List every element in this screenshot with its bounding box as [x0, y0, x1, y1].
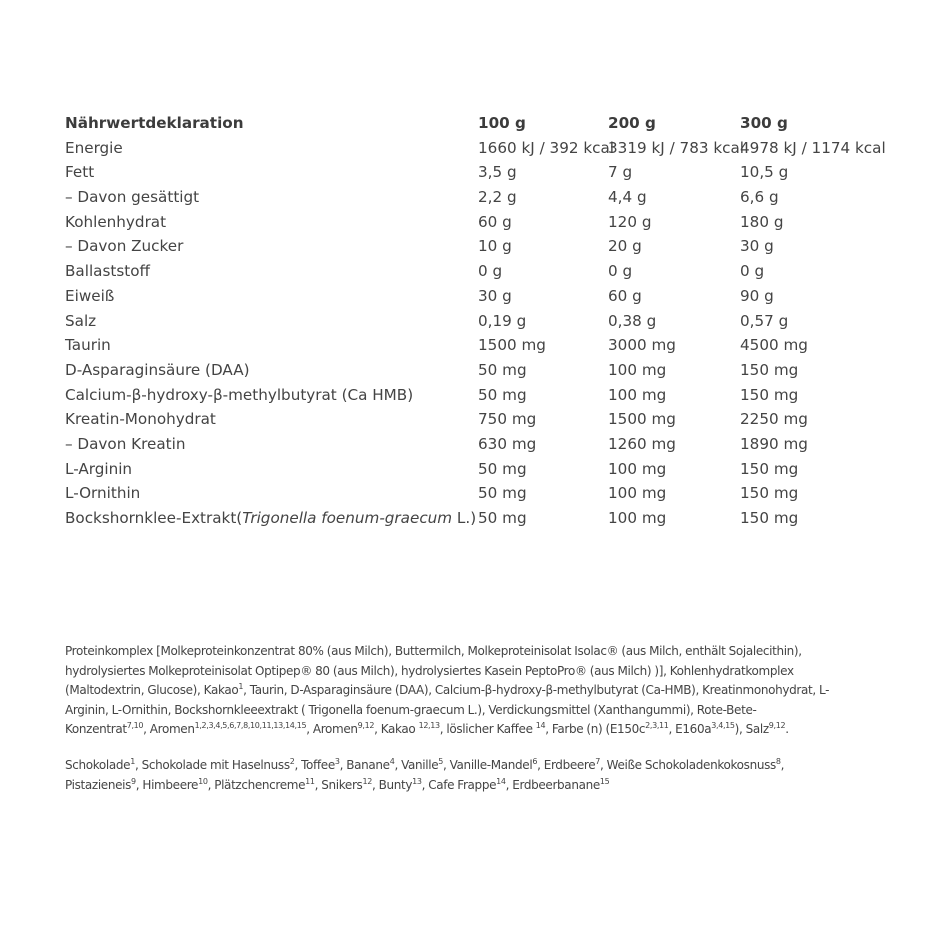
text-segment: , Toffee — [294, 758, 335, 772]
value-100g: 50 mg — [478, 459, 527, 478]
row-label: Eiweiß — [65, 286, 115, 305]
value-300g: 150 mg — [740, 360, 799, 379]
value-300g: 0 g — [740, 262, 765, 281]
text-segment: , Erdbeerbanane — [505, 777, 600, 792]
row-label: – Davon gesättigt — [65, 188, 200, 207]
value-100g: 2,2 g — [478, 188, 517, 207]
value-200g: 20 g — [608, 237, 642, 256]
text-segment: Konzentrat — [65, 722, 127, 737]
text-segment: , Plätzchencreme — [207, 777, 306, 792]
text-segment: (Maltodextrin, Glucose), Kakao — [65, 683, 239, 698]
text-segment: , Kakao — [374, 722, 419, 737]
footnote-ref: 12 — [362, 776, 372, 786]
footnote-ref: 11 — [305, 776, 315, 786]
ingredients-line — [65, 701, 895, 721]
footnote-ref: 1 — [238, 682, 244, 692]
value-200g: 100 mg — [608, 459, 667, 478]
footnote-ref: 12,13 — [418, 721, 440, 731]
text-segment: , Weiße Schokoladenkokosnuss — [600, 758, 776, 772]
value-200g: 100 mg — [608, 509, 667, 527]
text-segment: , Vanille-Mandel — [443, 758, 533, 772]
header-300g: 300 g — [740, 114, 788, 132]
footnote-ref: 8 — [775, 757, 781, 766]
text-segment: , Aromen — [143, 722, 195, 737]
value-300g: 150 mg — [740, 484, 799, 503]
footnote-ref: 9,12 — [357, 721, 375, 731]
value-200g: 3319 kJ / 783 kcal — [608, 138, 745, 157]
value-100g: 750 mg — [478, 410, 537, 429]
row-label: Fett — [65, 163, 95, 182]
value-200g: 1260 mg — [608, 434, 676, 453]
row-label: Calcium-β-hydroxy-β-methylbutyrat (Ca HMB) — [65, 385, 414, 404]
flavors-line — [65, 776, 895, 796]
value-100g: 10 g — [478, 237, 512, 256]
text-segment: , Himbeere — [135, 777, 199, 792]
text-segment: , Farbe (n) (E150c — [545, 722, 646, 737]
footnote-ref: 1 — [130, 757, 135, 766]
text-segment: , Bunty — [371, 777, 413, 792]
header-label: Nährwertdeklaration — [65, 114, 244, 132]
text-segment: , Cafe Frappe — [421, 777, 497, 792]
value-300g: 0,57 g — [740, 311, 789, 330]
footnote-ref: 2 — [289, 757, 295, 766]
value-200g: 100 mg — [608, 360, 667, 379]
row-label: Taurin — [65, 336, 111, 355]
value-100g: 630 mg — [478, 434, 537, 453]
ingredients-line — [65, 720, 895, 740]
label-prefix: Bockshornklee-Extrakt( — [65, 509, 243, 527]
footnote-ref: 7,10 — [126, 721, 144, 731]
value-300g: 90 g — [740, 286, 774, 305]
row-label: – Davon Kreatin — [65, 434, 186, 453]
footnote-ref: 10 — [198, 776, 208, 786]
row-label: – Davon Zucker — [65, 237, 184, 256]
value-200g: 0,38 g — [608, 311, 657, 330]
value-200g: 3000 mg — [608, 336, 676, 355]
text-segment: , E160a — [668, 722, 712, 737]
text-segment: , Snikers — [314, 777, 363, 792]
value-200g: 0 g — [608, 262, 633, 281]
row-label: L-Ornithin — [65, 484, 141, 503]
footnote-ref: 15 — [599, 776, 610, 786]
value-200g: 1500 mg — [608, 410, 676, 429]
flavors-line — [65, 756, 895, 776]
text-segment: , Banane — [339, 758, 390, 772]
value-100g: 0 g — [478, 262, 503, 281]
text-segment: Schokolade — [65, 758, 131, 772]
text-segment: Arginin, L-Ornithin, Bockshornkleeextrakt ( Trigonella foenum-graecum L.), Verdickungsmittel (Xanthangummi), Rote-Bete- — [65, 702, 757, 717]
value-300g: 4500 mg — [740, 336, 808, 355]
value-300g: 30 g — [740, 237, 774, 256]
value-300g: 2250 mg — [740, 410, 808, 429]
row-label: Salz — [65, 311, 97, 330]
row-label — [65, 506, 476, 531]
footnote-ref: 7 — [595, 757, 601, 766]
row-label: Kohlenhydrat — [65, 212, 167, 231]
row-label: L-Arginin — [65, 459, 133, 478]
value-100g: 60 g — [478, 212, 512, 231]
value-200g: 60 g — [608, 286, 642, 305]
value-300g: 180 g — [740, 212, 784, 231]
footnote-ref: 9,12 — [768, 721, 786, 731]
text-segment: , Taurin, D-Asparaginsäure (DAA), Calcium-β-hydroxy-β-methylbutyrat (Ca-HMB), Kreatinmonohydrat, L- — [243, 683, 830, 698]
text-segment: . — [785, 722, 789, 737]
row-label: Kreatin-Monohydrat — [65, 410, 216, 429]
flavors-list — [65, 756, 895, 795]
value-100g: 1500 mg — [478, 336, 546, 355]
footnote-ref: 14 — [496, 776, 506, 786]
text-segment: , Vanille — [394, 758, 439, 772]
footnote-ref: 9 — [131, 776, 136, 786]
text-segment: Proteinkomplex [Molkeproteinkonzentrat 80% (aus Milch), Buttermilch, Molkeproteinisolat Isolac® (aus Milch, enthält Sojalecithin), — [65, 644, 802, 658]
value-300g: 6,6 g — [740, 188, 779, 207]
ingredients-line — [65, 642, 895, 662]
value-100g: 3,5 g — [478, 163, 517, 182]
text-segment: , Aromen — [306, 722, 358, 737]
row-label: Energie — [65, 138, 123, 157]
row-label: Ballaststoff — [65, 262, 150, 281]
value-100g: 50 mg — [478, 385, 527, 404]
value-300g: 4978 kJ / 1174 kcal — [740, 138, 886, 157]
text-segment: , löslicher Kaffee — [439, 722, 536, 737]
footnote-ref: 14 — [535, 721, 546, 731]
value-100g: 0,19 g — [478, 311, 527, 330]
value-100g: 50 mg — [478, 509, 527, 527]
footnote-ref: 13 — [412, 776, 422, 786]
value-100g: 50 mg — [478, 360, 527, 379]
value-300g: 150 mg — [740, 509, 799, 527]
value-200g: 100 mg — [608, 385, 667, 404]
footnote-ref: 1,2,3,4,5,6,7,8,10,11,13,14,15 — [194, 721, 307, 731]
value-300g: 150 mg — [740, 385, 799, 404]
text-segment: , — [780, 758, 785, 772]
ingredients-line — [65, 662, 895, 682]
value-100g: 1660 kJ / 392 kcal — [478, 138, 615, 157]
value-200g: 4,4 g — [608, 188, 647, 207]
text-segment: ), Salz — [734, 722, 769, 737]
footnote-ref: 2,3,11 — [645, 721, 669, 731]
footnote-ref: 4 — [389, 757, 395, 766]
label-italic: Trigonella foenum-graecum — [242, 509, 453, 527]
footnote-ref: 5 — [438, 757, 443, 766]
label-suffix: L.) — [452, 509, 477, 527]
value-300g: 1890 mg — [740, 434, 808, 453]
value-200g: 120 g — [608, 212, 652, 231]
ingredients-list — [65, 642, 895, 740]
text-segment: Pistazieneis — [65, 777, 132, 792]
row-label: D-Asparaginsäure (DAA) — [65, 360, 250, 379]
header-100g: 100 g — [478, 114, 526, 132]
ingredients-line — [65, 681, 895, 701]
value-200g: 100 mg — [608, 484, 667, 503]
text-segment: hydrolysiertes Molkeproteinisolat Optipep® 80 (aus Milch), hydrolysiertes Kasein PeptoPro® (aus Milch) )], Kohlenhydratkomplex — [65, 663, 794, 678]
footnote-ref: 6 — [532, 757, 538, 766]
header-200g: 200 g — [608, 114, 656, 132]
footnote-ref: 3 — [334, 757, 340, 766]
value-100g: 30 g — [478, 286, 512, 305]
value-300g: 10,5 g — [740, 163, 789, 182]
value-300g: 150 mg — [740, 459, 799, 478]
value-200g: 7 g — [608, 163, 633, 182]
footnote-ref: 3,4,15 — [711, 721, 735, 731]
text-segment: , Erdbeere — [537, 758, 596, 772]
text-segment: , Schokolade mit Haselnuss — [134, 758, 290, 772]
value-100g: 50 mg — [478, 484, 527, 503]
